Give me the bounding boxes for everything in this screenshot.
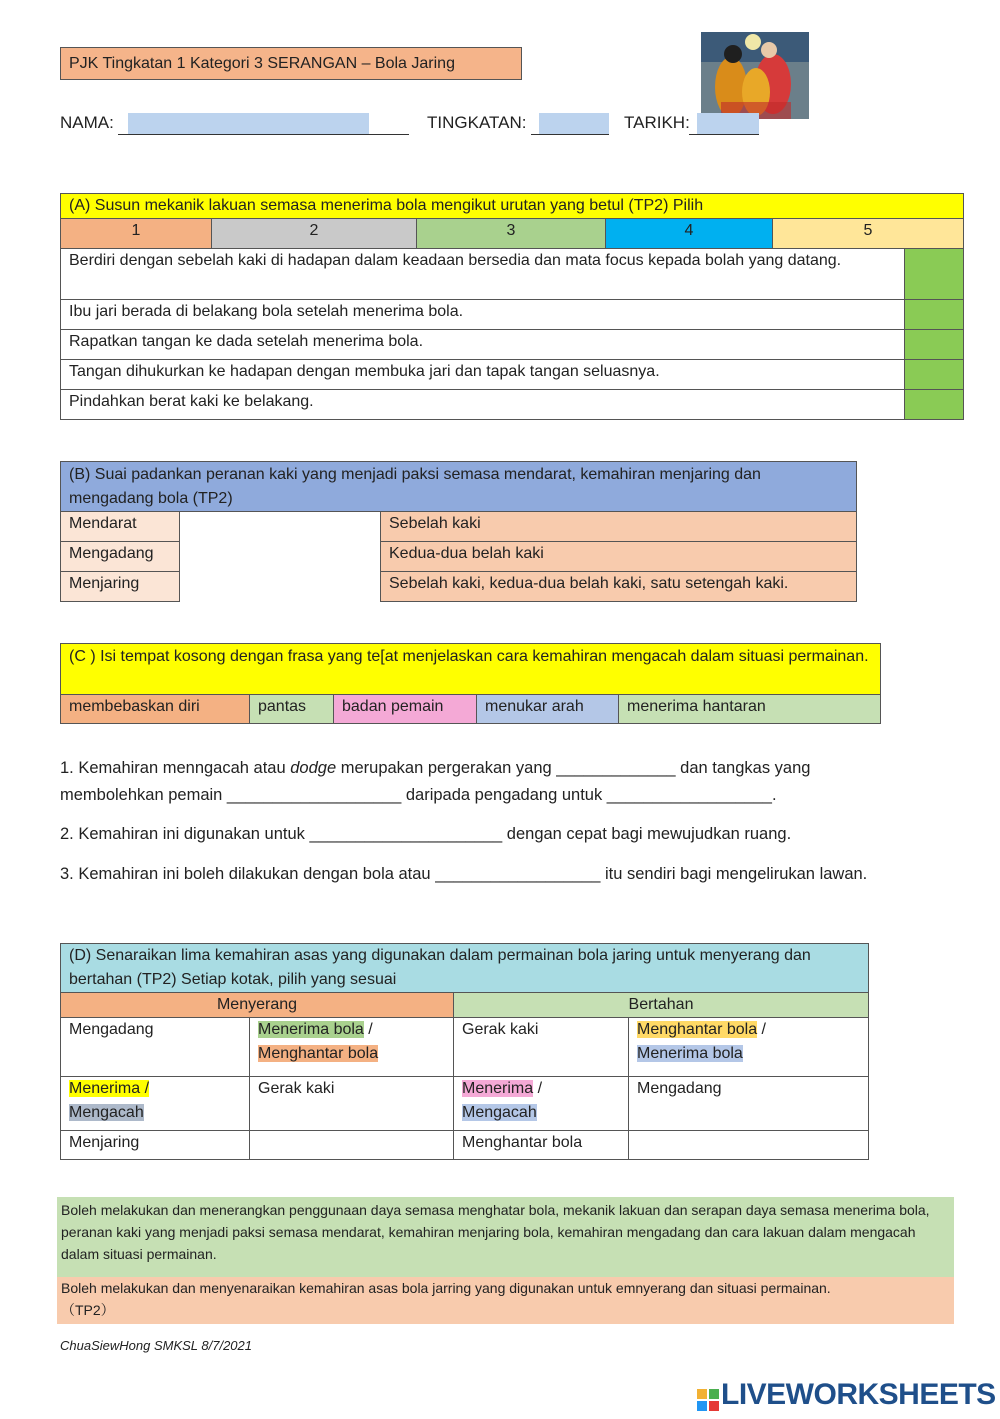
phrase-option[interactable]: badan pemain <box>334 695 477 724</box>
answer-box-1[interactable] <box>905 249 964 300</box>
netball-photo <box>701 32 809 119</box>
descriptor-green: Boleh melakukan dan menerangkan penggunaan daya semasa menghatar bola, mekanik lakuan dan serapan daya semasa menerima bola, peranan kaki yang menjadi paksi semasa mendarat, kemahiran menjaring bola, kemahiran mengadang dan cara lakuan dalam mengacah dalam situasi permainan. <box>57 1197 954 1277</box>
tingkatan-label: TINGKATAN: <box>427 113 527 132</box>
logo-icon <box>697 1385 719 1407</box>
tingkatan-underline <box>531 134 609 135</box>
match-right-item[interactable]: Kedua-dua belah kaki <box>381 542 857 572</box>
author-credit: ChuaSiewHong SMKSL 8/7/2021 <box>60 1338 252 1353</box>
tingkatan-input[interactable] <box>539 113 609 135</box>
section-b-title: (B) Suai padankan peranan kaki yang menjadi paksi semasa mendarat, kemahiran menjaring dan mengadang bola (TP2) <box>60 461 857 512</box>
skill-choice-cell[interactable]: Menerima / Mengacah <box>454 1077 629 1131</box>
step-row: Berdiri dengan sebelah kaki di hadapan dalam keadaan bersedia dan mata focus kepada bolah yang datang. <box>61 249 905 300</box>
descriptor-orange: Boleh melakukan dan menyenaraikan kemahiran asas bola jarring yang digunakan untuk emnyerang dan situasi permainan. （TP2） <box>57 1277 954 1324</box>
match-right-item[interactable]: Sebelah kaki <box>381 512 857 542</box>
tarikh-underline <box>689 134 759 135</box>
skill-choice-cell[interactable]: Menghantar bola / Menerima bola <box>629 1018 869 1077</box>
tarikh-input[interactable] <box>697 113 759 135</box>
skill-cell: Mengadang <box>629 1077 869 1131</box>
skill-cell: Gerak kaki <box>454 1018 629 1077</box>
nama-underline <box>118 134 409 135</box>
skill-choice-cell[interactable]: Menerima / Mengacah <box>61 1077 250 1131</box>
section-d-title: (D) Senaraikan lima kemahiran asas yang digunakan dalam permainan bola jaring untuk menyerang dan bertahan (TP2) Setiap kotak, pilih yang sesuai <box>61 944 869 993</box>
option-3[interactable]: 3 <box>417 219 606 249</box>
bertahan-header: Bertahan <box>454 993 869 1018</box>
option-5[interactable]: 5 <box>773 219 964 249</box>
match-right-item[interactable]: Sebelah kaki, kedua-dua belah kaki, satu setengah kaki. <box>381 572 857 602</box>
tarikh-label: TARIKH: <box>624 113 690 132</box>
match-left-item[interactable]: Mendarat <box>61 512 180 542</box>
phrase-option[interactable]: menukar arah <box>477 695 619 724</box>
question-3: 3. Kemahiran ini boleh dilakukan dengan bola atau __________________ itu sendiri bagi mengelirukan lawan. <box>60 865 868 883</box>
match-left-item[interactable]: Menjaring <box>61 572 180 602</box>
nama-input[interactable] <box>128 113 369 135</box>
section-a-title: (A) Susun mekanik lakuan semasa menerima bola mengikut urutan yang betul (TP2) Pilih <box>61 194 964 219</box>
worksheet-title: PJK Tingkatan 1 Kategori 3 SERANGAN – Bola Jaring <box>60 47 522 80</box>
section-a-table <box>60 193 964 420</box>
question-1: 1. Kemahiran menngacah atau dodge merupakan pergerakan yang _____________ dan tangkas yang membolehkan pemain ___________________ daripada pengadang untuk __________________. <box>60 759 811 804</box>
skill-cell: Menghantar bola <box>454 1131 629 1160</box>
answer-box-4[interactable] <box>905 360 964 390</box>
answer-box-2[interactable] <box>905 300 964 330</box>
step-row: Ibu jari berada di belakang bola setelah menerima bola. <box>61 300 905 330</box>
section-b-left <box>60 511 180 602</box>
empty-cell <box>629 1131 869 1160</box>
step-row: Pindahkan berat kaki ke belakang. <box>61 390 905 420</box>
phrase-option[interactable]: membebaskan diri <box>61 695 250 724</box>
option-2[interactable]: 2 <box>212 219 417 249</box>
liveworksheets-logo: LIVEWORKSHEETS <box>697 1378 996 1412</box>
answer-box-3[interactable] <box>905 330 964 360</box>
menyerang-header: Menyerang <box>61 993 454 1018</box>
skill-choice-cell[interactable]: Menerima bola / Menghantar bola <box>250 1018 454 1077</box>
section-c-title: (C ) Isi tempat kosong dengan frasa yang te[at menjelaskan cara kemahiran mengacah dalam situasi permainan. <box>60 643 881 695</box>
skill-cell: Gerak kaki <box>250 1077 454 1131</box>
step-row: Tangan dihukurkan ke hadapan dengan membuka jari dan tapak tangan seluasnya. <box>61 360 905 390</box>
step-row: Rapatkan tangan ke dada setelah menerima bola. <box>61 330 905 360</box>
skill-cell: Menjaring <box>61 1131 250 1160</box>
match-left-item[interactable]: Mengadang <box>61 542 180 572</box>
empty-cell <box>250 1131 454 1160</box>
skill-cell: Mengadang <box>61 1018 250 1077</box>
option-1[interactable]: 1 <box>61 219 212 249</box>
section-d-table <box>60 943 869 1160</box>
section-c-options <box>60 694 881 724</box>
nama-field: NAMA: <box>60 113 114 132</box>
phrase-option[interactable]: pantas <box>250 695 334 724</box>
option-4[interactable]: 4 <box>606 219 773 249</box>
section-b-right <box>380 511 857 602</box>
question-2: 2. Kemahiran ini digunakan untuk _____________________ dengan cepat bagi mewujudkan ruang. <box>60 825 792 843</box>
answer-box-5[interactable] <box>905 390 964 420</box>
phrase-option[interactable]: menerima hantaran <box>619 695 881 724</box>
